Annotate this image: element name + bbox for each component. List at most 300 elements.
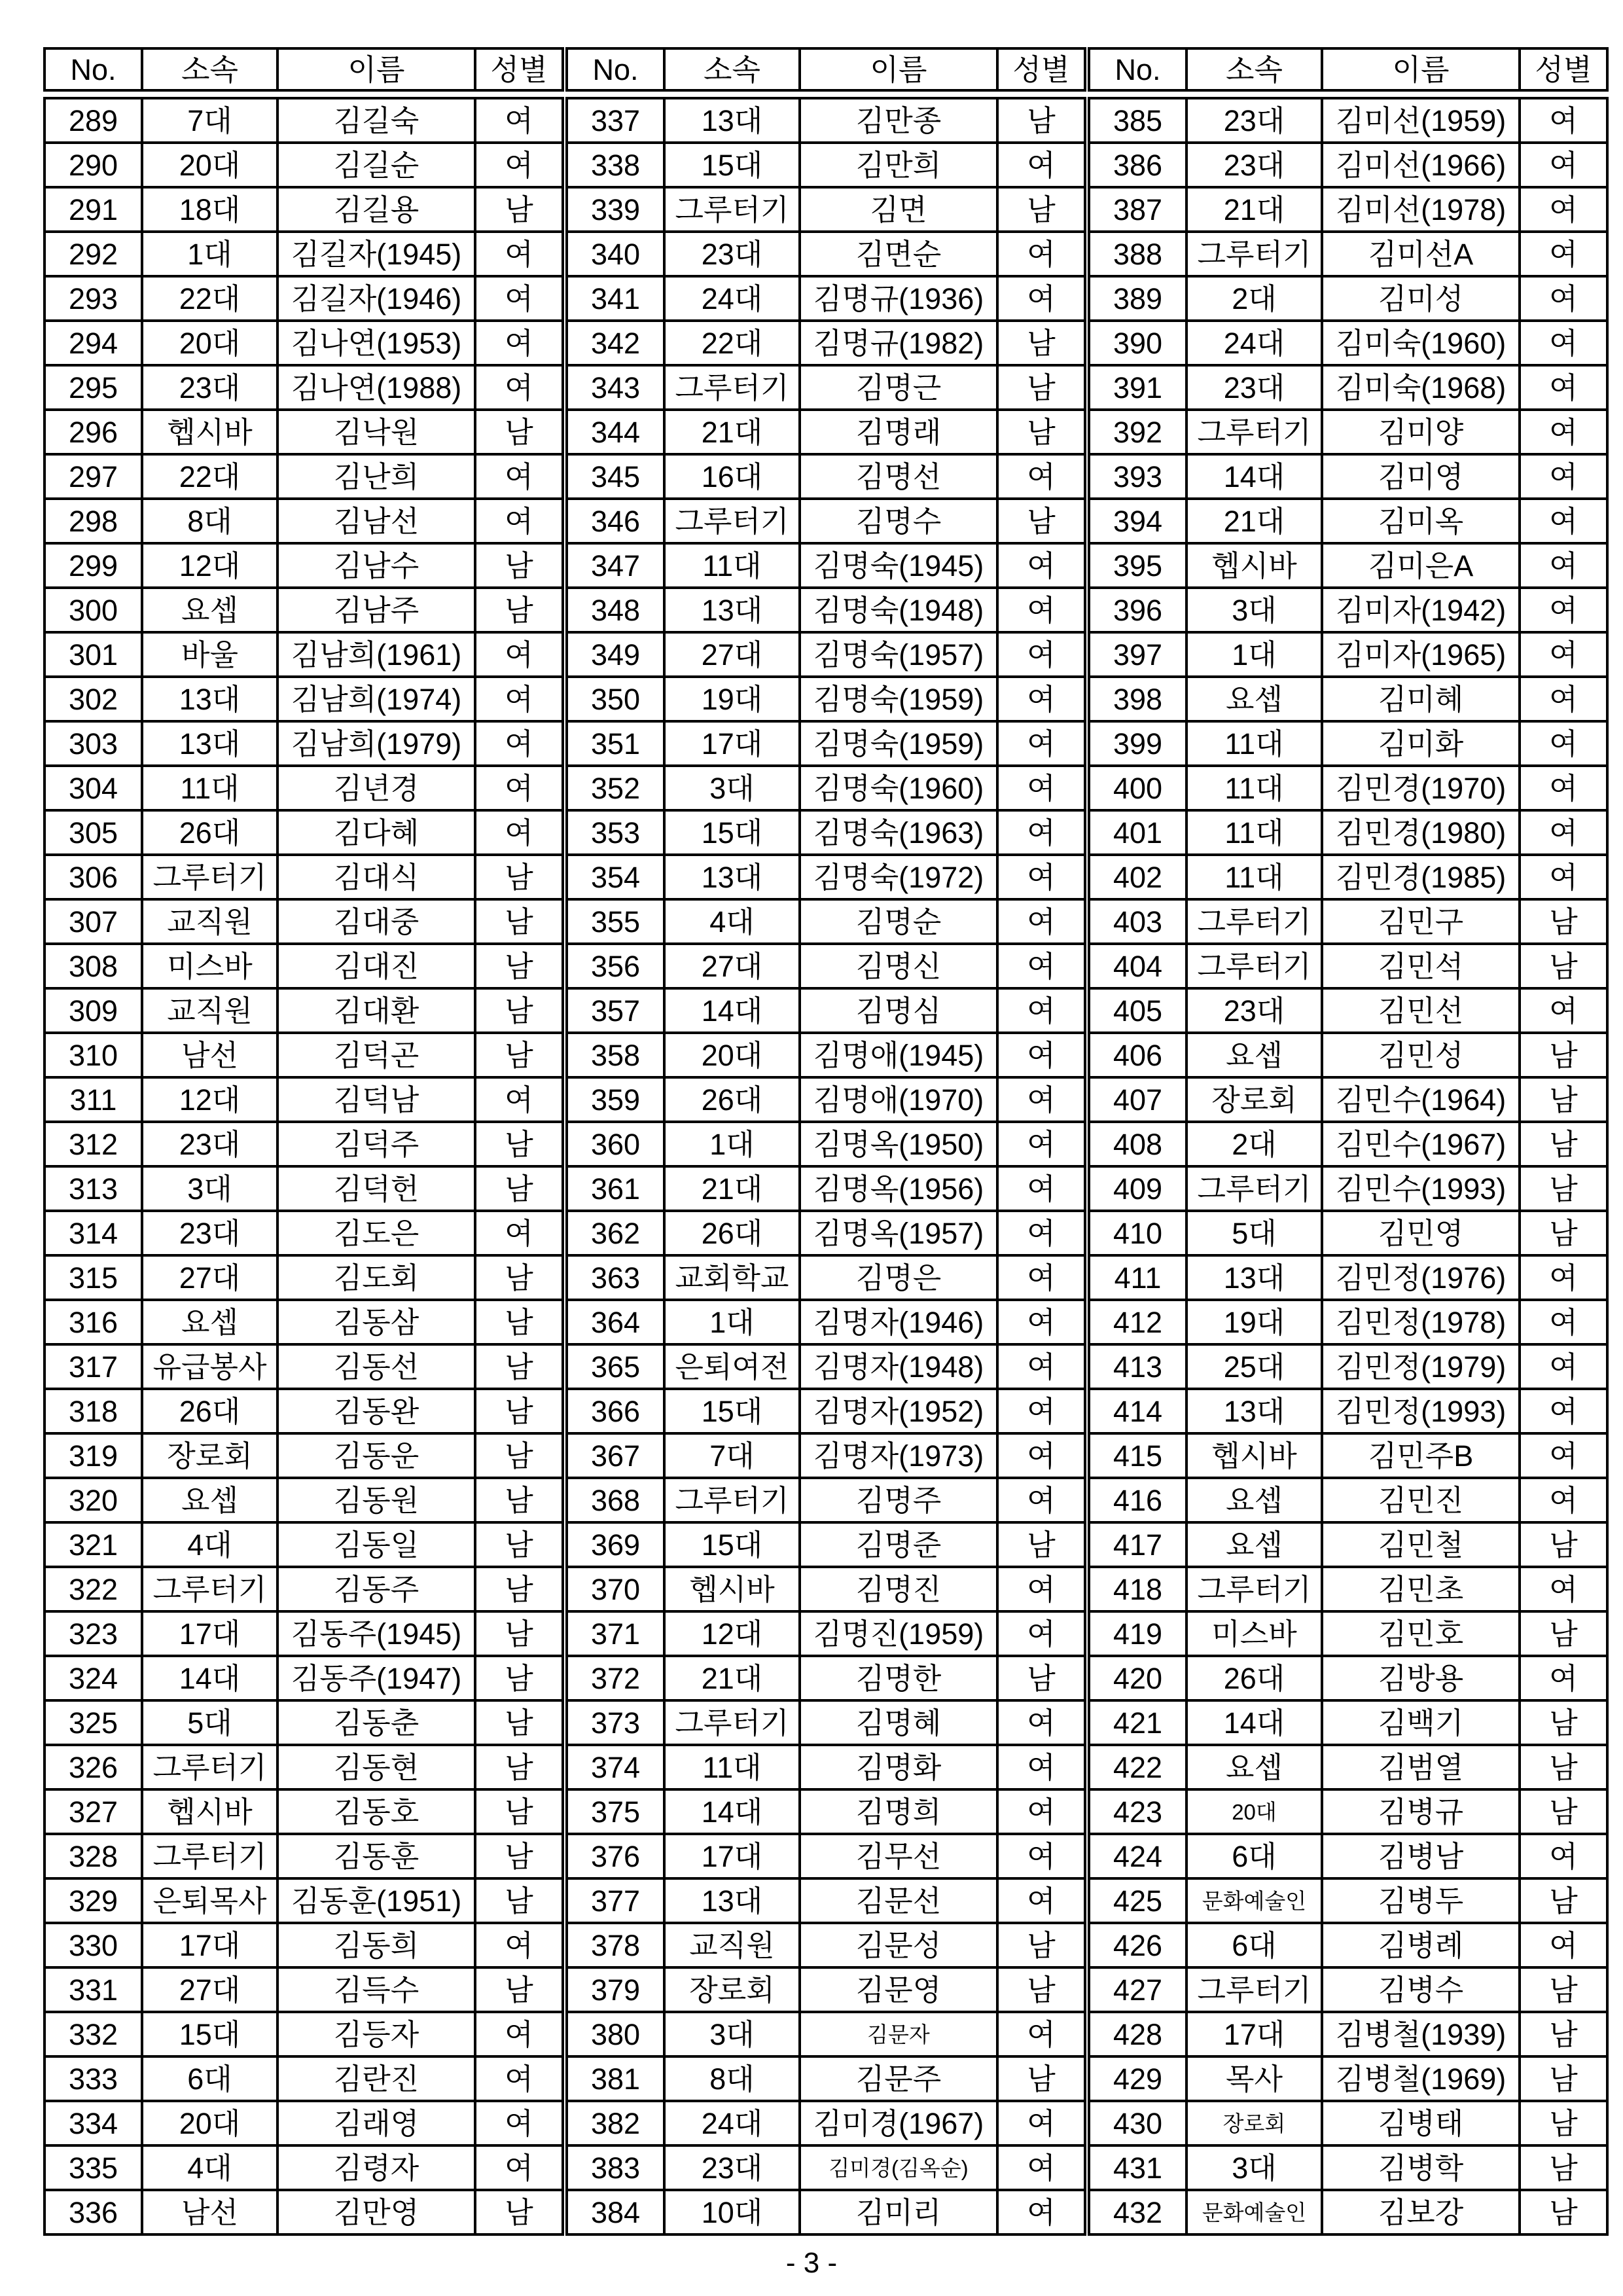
table-row — [45, 499, 563, 543]
cell-name: 김민호 — [1322, 1611, 1520, 1656]
cell-name: 김문성 — [800, 1923, 997, 1967]
table-row — [1089, 588, 1607, 632]
cell-gender: 남 — [997, 499, 1085, 543]
cell-gender: 여 — [997, 1745, 1085, 1789]
cell-gender: 여 — [997, 1878, 1085, 1923]
cell-affiliation: 27대 — [142, 1967, 277, 2012]
cell-no: 410 — [1089, 1211, 1186, 1255]
table-row — [1089, 677, 1607, 721]
cell-gender: 여 — [1520, 1300, 1607, 1344]
cell-no: 357 — [567, 988, 664, 1033]
table-row — [1089, 1611, 1607, 1656]
cell-gender: 여 — [997, 543, 1085, 588]
cell-gender: 여 — [997, 721, 1085, 766]
cell-gender: 여 — [1520, 988, 1607, 1033]
cell-name: 김명옥(1957) — [800, 1211, 997, 1255]
table-row — [567, 1700, 1085, 1745]
table-row — [1089, 232, 1607, 276]
cell-no: 414 — [1089, 1389, 1186, 1433]
table-row — [45, 454, 563, 499]
cell-no: 422 — [1089, 1745, 1186, 1789]
cell-no: 387 — [1089, 187, 1186, 232]
cell-name: 김동춘 — [277, 1700, 475, 1745]
cell-affiliation: 24대 — [664, 2101, 800, 2145]
table-row — [567, 1033, 1085, 1077]
cell-affiliation: 14대 — [664, 988, 800, 1033]
cell-affiliation: 그루터기 — [1186, 1567, 1322, 1611]
column-header-gender: 성별 — [475, 48, 563, 90]
cell-affiliation: 교직원 — [142, 899, 277, 944]
cell-name: 김만종 — [800, 98, 997, 143]
cell-no: 289 — [45, 98, 142, 143]
cell-name: 김명자(1948) — [800, 1344, 997, 1389]
cell-name: 김미옥 — [1322, 499, 1520, 543]
cell-no: 330 — [45, 1923, 142, 1967]
table-row — [567, 677, 1085, 721]
table-row — [567, 1967, 1085, 2012]
cell-affiliation: 23대 — [1186, 98, 1322, 143]
cell-no: 307 — [45, 899, 142, 944]
cell-affiliation: 15대 — [664, 1389, 800, 1433]
table-row — [1089, 1255, 1607, 1300]
cell-gender: 남 — [997, 98, 1085, 143]
cell-no: 344 — [567, 410, 664, 454]
cell-name: 김미숙(1968) — [1322, 365, 1520, 410]
cell-gender: 여 — [475, 499, 563, 543]
cell-no: 400 — [1089, 766, 1186, 810]
cell-name: 김미자(1942) — [1322, 588, 1520, 632]
column-header-gender: 성별 — [1520, 48, 1607, 90]
cell-affiliation: 20대 — [142, 143, 277, 187]
cell-no: 424 — [1089, 1834, 1186, 1878]
cell-affiliation: 1대 — [664, 1122, 800, 1166]
cell-no: 313 — [45, 1166, 142, 1211]
cell-no: 345 — [567, 454, 664, 499]
cell-no: 305 — [45, 810, 142, 855]
cell-affiliation: 22대 — [142, 276, 277, 321]
cell-name: 김미선(1978) — [1322, 187, 1520, 232]
cell-no: 395 — [1089, 543, 1186, 588]
table-row — [1089, 1789, 1607, 1834]
cell-name: 김문자 — [800, 2012, 997, 2056]
cell-name: 김민정(1979) — [1322, 1344, 1520, 1389]
cell-no: 375 — [567, 1789, 664, 1834]
cell-gender: 남 — [475, 1789, 563, 1834]
cell-name: 김병규 — [1322, 1789, 1520, 1834]
cell-no: 315 — [45, 1255, 142, 1300]
table-row — [45, 2101, 563, 2145]
cell-gender: 여 — [1520, 677, 1607, 721]
cell-affiliation: 유급봉사 — [142, 1344, 277, 1389]
cell-name: 김명숙(1948) — [800, 588, 997, 632]
header-row — [45, 48, 563, 90]
cell-name: 김득수 — [277, 1967, 475, 2012]
table-row — [1089, 365, 1607, 410]
cell-no: 293 — [45, 276, 142, 321]
table-row — [567, 810, 1085, 855]
cell-no: 320 — [45, 1478, 142, 1522]
cell-affiliation: 26대 — [664, 1077, 800, 1122]
cell-affiliation: 그루터기 — [1186, 410, 1322, 454]
cell-gender: 남 — [475, 1522, 563, 1567]
table-row — [45, 1122, 563, 1166]
cell-gender: 여 — [997, 1122, 1085, 1166]
cell-no: 373 — [567, 1700, 664, 1745]
cell-gender: 여 — [1520, 766, 1607, 810]
table-row — [1089, 1122, 1607, 1166]
cell-name: 김민경(1985) — [1322, 855, 1520, 899]
cell-no: 323 — [45, 1611, 142, 1656]
cell-gender: 남 — [475, 1255, 563, 1300]
cell-affiliation: 20대 — [664, 1033, 800, 1077]
cell-no: 370 — [567, 1567, 664, 1611]
cell-gender: 남 — [475, 944, 563, 988]
cell-no: 421 — [1089, 1700, 1186, 1745]
table-row — [567, 1077, 1085, 1122]
cell-name: 김민진 — [1322, 1478, 1520, 1522]
cell-gender: 남 — [475, 588, 563, 632]
table-row — [45, 1389, 563, 1433]
table-row — [45, 1834, 563, 1878]
table-row — [1089, 899, 1607, 944]
cell-affiliation: 13대 — [1186, 1389, 1322, 1433]
cell-name: 김명애(1970) — [800, 1077, 997, 1122]
cell-gender: 여 — [475, 721, 563, 766]
table-row — [1089, 766, 1607, 810]
cell-name: 김남주 — [277, 588, 475, 632]
cell-affiliation: 8대 — [142, 499, 277, 543]
cell-gender: 여 — [997, 1344, 1085, 1389]
cell-affiliation: 15대 — [664, 810, 800, 855]
cell-gender: 남 — [475, 1967, 563, 2012]
cell-gender: 남 — [1520, 1211, 1607, 1255]
cell-no: 361 — [567, 1166, 664, 1211]
cell-affiliation: 21대 — [664, 410, 800, 454]
cell-gender: 여 — [475, 365, 563, 410]
cell-name: 김명자(1973) — [800, 1433, 997, 1478]
cell-name: 김다혜 — [277, 810, 475, 855]
cell-gender: 남 — [1520, 1122, 1607, 1166]
cell-affiliation: 16대 — [664, 454, 800, 499]
cell-no: 425 — [1089, 1878, 1186, 1923]
cell-affiliation: 20대 — [1186, 1789, 1322, 1834]
cell-no: 295 — [45, 365, 142, 410]
cell-gender: 남 — [997, 1656, 1085, 1700]
table-row — [1089, 2056, 1607, 2101]
cell-no: 393 — [1089, 454, 1186, 499]
cell-name: 김면 — [800, 187, 997, 232]
cell-name: 김민경(1970) — [1322, 766, 1520, 810]
cell-gender: 여 — [997, 677, 1085, 721]
table-row — [45, 2145, 563, 2190]
cell-name: 김대중 — [277, 899, 475, 944]
cell-name: 김병례 — [1322, 1923, 1520, 1967]
cell-no: 297 — [45, 454, 142, 499]
cell-no: 429 — [1089, 2056, 1186, 2101]
table-row — [45, 721, 563, 766]
cell-no: 298 — [45, 499, 142, 543]
cell-no: 331 — [45, 1967, 142, 2012]
cell-gender: 여 — [1520, 810, 1607, 855]
cell-gender: 여 — [475, 810, 563, 855]
roster-table-1 — [43, 47, 556, 2236]
header-row — [1089, 48, 1607, 90]
table-row — [1089, 810, 1607, 855]
cell-gender: 남 — [1520, 1077, 1607, 1122]
table-row — [45, 1166, 563, 1211]
cell-gender: 여 — [997, 276, 1085, 321]
cell-gender: 남 — [475, 1166, 563, 1211]
cell-name: 김동희 — [277, 1923, 475, 1967]
cell-no: 294 — [45, 321, 142, 365]
cell-name: 김미경(김옥순) — [800, 2145, 997, 2190]
table-row — [567, 143, 1085, 187]
column-header-no: No. — [1089, 48, 1186, 90]
cell-no: 430 — [1089, 2101, 1186, 2145]
cell-affiliation: 요셉 — [1186, 677, 1322, 721]
cell-name: 김병철(1939) — [1322, 2012, 1520, 2056]
cell-name: 김명래 — [800, 410, 997, 454]
cell-affiliation: 23대 — [664, 2145, 800, 2190]
table-row — [1089, 410, 1607, 454]
table-row — [45, 1878, 563, 1923]
table-row — [1089, 855, 1607, 899]
cell-gender: 여 — [997, 899, 1085, 944]
cell-affiliation: 7대 — [664, 1433, 800, 1478]
cell-affiliation: 14대 — [1186, 1700, 1322, 1745]
cell-no: 381 — [567, 2056, 664, 2101]
cell-affiliation: 헵시바 — [142, 1789, 277, 1834]
cell-affiliation: 25대 — [1186, 1344, 1322, 1389]
cell-gender: 남 — [1520, 2012, 1607, 2056]
cell-name: 김남수 — [277, 543, 475, 588]
cell-no: 353 — [567, 810, 664, 855]
cell-affiliation: 그루터기 — [1186, 1166, 1322, 1211]
cell-no: 299 — [45, 543, 142, 588]
cell-affiliation: 그루터기 — [142, 1567, 277, 1611]
cell-no: 397 — [1089, 632, 1186, 677]
table-row — [1089, 1967, 1607, 2012]
cell-gender: 남 — [475, 1478, 563, 1522]
cell-gender: 남 — [1520, 1033, 1607, 1077]
table-row — [567, 1789, 1085, 1834]
cell-name: 김범열 — [1322, 1745, 1520, 1789]
cell-no: 371 — [567, 1611, 664, 1656]
cell-gender: 여 — [1520, 410, 1607, 454]
table-row — [1089, 632, 1607, 677]
cell-no: 423 — [1089, 1789, 1186, 1834]
table-row — [1089, 1344, 1607, 1389]
cell-gender: 남 — [475, 1878, 563, 1923]
cell-name: 김동주(1947) — [277, 1656, 475, 1700]
cell-gender: 여 — [997, 1033, 1085, 1077]
cell-gender: 남 — [475, 187, 563, 232]
cell-name: 김만희 — [800, 143, 997, 187]
cell-no: 290 — [45, 143, 142, 187]
cell-affiliation: 3대 — [664, 2012, 800, 2056]
column-header-no: No. — [45, 48, 142, 90]
cell-no: 415 — [1089, 1433, 1186, 1478]
cell-no: 335 — [45, 2145, 142, 2190]
table-row — [567, 499, 1085, 543]
cell-gender: 여 — [1520, 321, 1607, 365]
table-row — [1089, 1478, 1607, 1522]
cell-name: 김민구 — [1322, 899, 1520, 944]
cell-affiliation: 10대 — [664, 2190, 800, 2234]
cell-name: 김남희(1979) — [277, 721, 475, 766]
table-row — [567, 899, 1085, 944]
cell-gender: 남 — [475, 1834, 563, 1878]
cell-no: 339 — [567, 187, 664, 232]
cell-affiliation: 27대 — [664, 944, 800, 988]
cell-gender: 여 — [1520, 1656, 1607, 1700]
cell-gender: 여 — [1520, 1923, 1607, 1967]
table-row — [567, 1122, 1085, 1166]
cell-name: 김백기 — [1322, 1700, 1520, 1745]
cell-name: 김보강 — [1322, 2190, 1520, 2234]
cell-affiliation: 13대 — [664, 1878, 800, 1923]
cell-no: 369 — [567, 1522, 664, 1567]
cell-name: 김명희 — [800, 1789, 997, 1834]
table-row — [45, 1300, 563, 1344]
table-row — [567, 2190, 1085, 2234]
cell-gender: 남 — [475, 1433, 563, 1478]
cell-affiliation: 24대 — [1186, 321, 1322, 365]
cell-affiliation: 17대 — [664, 721, 800, 766]
roster-table-2-body — [565, 97, 1086, 2236]
cell-name: 김민초 — [1322, 1567, 1520, 1611]
cell-name: 김명순 — [800, 899, 997, 944]
table-row — [45, 1478, 563, 1522]
cell-gender: 여 — [475, 632, 563, 677]
table-row — [567, 1478, 1085, 1522]
cell-affiliation: 1대 — [664, 1300, 800, 1344]
table-row — [567, 1522, 1085, 1567]
roster-table-1-header — [43, 47, 564, 92]
cell-gender: 여 — [475, 1923, 563, 1967]
cell-affiliation: 4대 — [664, 899, 800, 944]
cell-affiliation: 13대 — [142, 721, 277, 766]
table-row — [1089, 2145, 1607, 2190]
roster-table-3-header — [1088, 47, 1609, 92]
cell-affiliation: 14대 — [1186, 454, 1322, 499]
cell-gender: 남 — [997, 365, 1085, 410]
cell-affiliation: 6대 — [142, 2056, 277, 2101]
cell-no: 383 — [567, 2145, 664, 2190]
cell-gender: 여 — [475, 321, 563, 365]
cell-affiliation: 11대 — [664, 543, 800, 588]
table-row — [45, 1255, 563, 1300]
cell-name: 김명진(1959) — [800, 1611, 997, 1656]
cell-no: 304 — [45, 766, 142, 810]
cell-affiliation: 그루터기 — [142, 855, 277, 899]
cell-no: 402 — [1089, 855, 1186, 899]
column-header-name: 이름 — [800, 48, 997, 90]
cell-name: 김도회 — [277, 1255, 475, 1300]
cell-name: 김동원 — [277, 1478, 475, 1522]
cell-name: 김미영 — [1322, 454, 1520, 499]
cell-name: 김미자(1965) — [1322, 632, 1520, 677]
table-row — [45, 1522, 563, 1567]
cell-gender: 남 — [475, 1300, 563, 1344]
cell-gender: 여 — [997, 988, 1085, 1033]
cell-name: 김난희 — [277, 454, 475, 499]
cell-gender: 남 — [1520, 2145, 1607, 2190]
cell-affiliation: 17대 — [142, 1611, 277, 1656]
column-header-name: 이름 — [277, 48, 475, 90]
cell-affiliation: 교직원 — [142, 988, 277, 1033]
cell-name: 김미리 — [800, 2190, 997, 2234]
cell-no: 376 — [567, 1834, 664, 1878]
cell-no: 428 — [1089, 2012, 1186, 2056]
cell-affiliation: 17대 — [1186, 2012, 1322, 2056]
table-row — [45, 410, 563, 454]
cell-affiliation: 12대 — [142, 543, 277, 588]
cell-affiliation: 23대 — [142, 1122, 277, 1166]
table-row — [567, 1611, 1085, 1656]
cell-no: 374 — [567, 1745, 664, 1789]
cell-affiliation: 요셉 — [1186, 1522, 1322, 1567]
table-row — [567, 2101, 1085, 2145]
table-row — [567, 1878, 1085, 1923]
cell-affiliation: 1대 — [1186, 632, 1322, 677]
cell-gender: 여 — [1520, 543, 1607, 588]
cell-no: 334 — [45, 2101, 142, 2145]
cell-affiliation: 21대 — [1186, 499, 1322, 543]
cell-no: 292 — [45, 232, 142, 276]
cell-name: 김동완 — [277, 1389, 475, 1433]
table-row — [1089, 1522, 1607, 1567]
cell-name: 김명옥(1956) — [800, 1166, 997, 1211]
cell-name: 김남희(1961) — [277, 632, 475, 677]
cell-name: 김미선A — [1322, 232, 1520, 276]
cell-name: 김길용 — [277, 187, 475, 232]
cell-name: 김덕주 — [277, 1122, 475, 1166]
table-row — [45, 855, 563, 899]
cell-name: 김병학 — [1322, 2145, 1520, 2190]
cell-name: 김동현 — [277, 1745, 475, 1789]
cell-name: 김등자 — [277, 2012, 475, 2056]
cell-no: 349 — [567, 632, 664, 677]
table-row — [45, 1077, 563, 1122]
table-row — [1089, 454, 1607, 499]
cell-gender: 여 — [997, 1478, 1085, 1522]
table-row — [1089, 1166, 1607, 1211]
cell-gender: 남 — [997, 2056, 1085, 2101]
table-row — [1089, 1923, 1607, 1967]
cell-affiliation: 23대 — [142, 365, 277, 410]
cell-no: 389 — [1089, 276, 1186, 321]
cell-name: 김령자 — [277, 2145, 475, 2190]
cell-name: 김명자(1946) — [800, 1300, 997, 1344]
cell-gender: 여 — [1520, 1478, 1607, 1522]
cell-name: 김도은 — [277, 1211, 475, 1255]
cell-affiliation: 17대 — [142, 1923, 277, 1967]
table-row — [45, 1967, 563, 2012]
cell-gender: 여 — [1520, 187, 1607, 232]
cell-no: 317 — [45, 1344, 142, 1389]
cell-name: 김동선 — [277, 1344, 475, 1389]
cell-affiliation: 23대 — [1186, 988, 1322, 1033]
cell-no: 411 — [1089, 1255, 1186, 1300]
cell-affiliation: 22대 — [664, 321, 800, 365]
cell-affiliation: 7대 — [142, 98, 277, 143]
cell-no: 382 — [567, 2101, 664, 2145]
cell-affiliation: 20대 — [142, 2101, 277, 2145]
cell-affiliation: 장로회 — [664, 1967, 800, 2012]
cell-name: 김길자(1945) — [277, 232, 475, 276]
cell-gender: 여 — [1520, 1834, 1607, 1878]
